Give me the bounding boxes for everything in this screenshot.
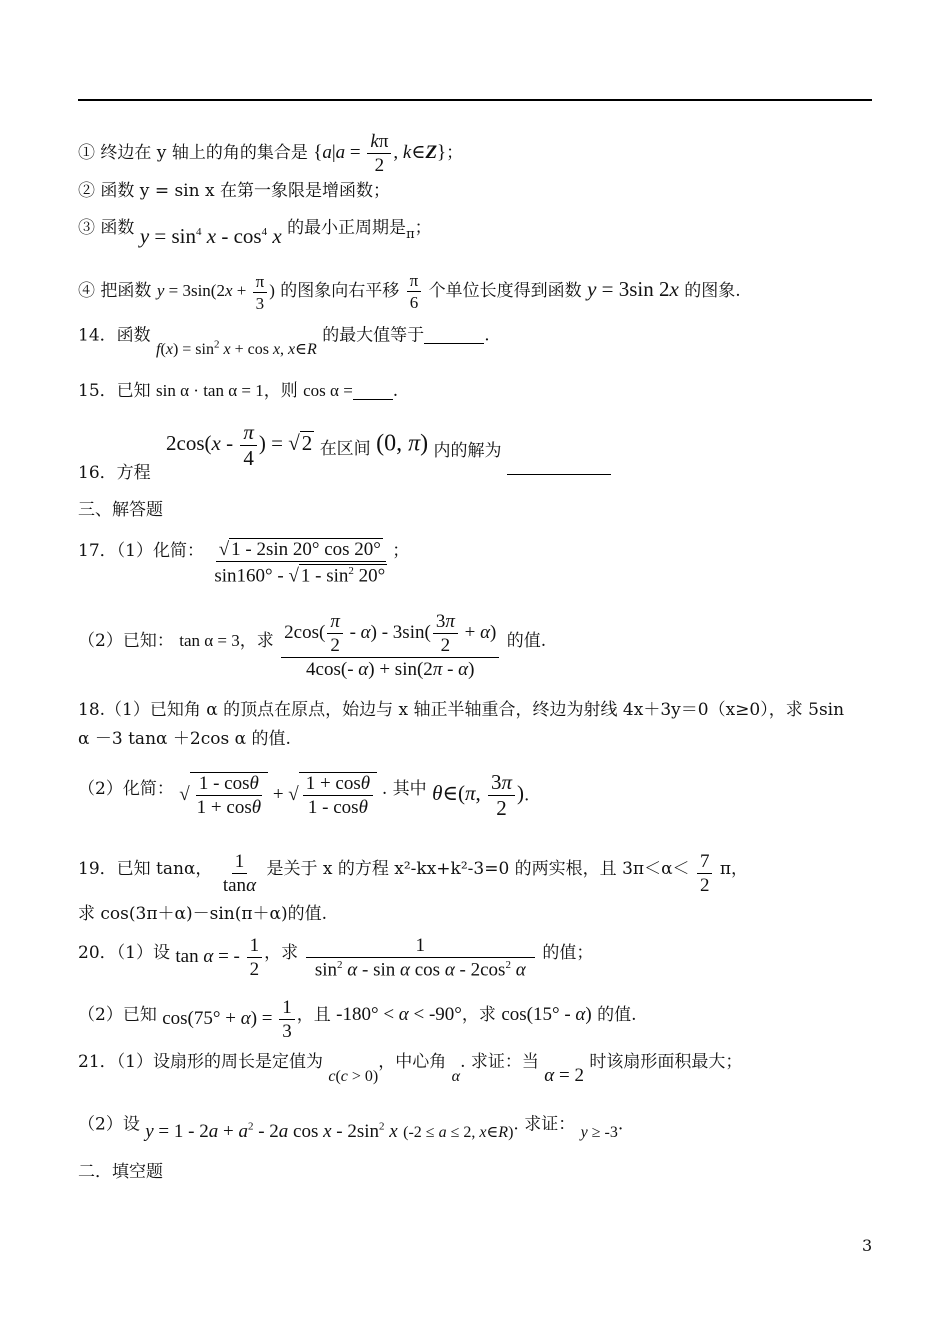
answer-blank[interactable]	[424, 343, 484, 344]
statement-4: ④ 把函数 y = 3sin(2x + $\frac{\pi}{3}$ ) 的图象向右平移 $\frac{\pi}{6}$ 个单位长度得到函数 y = 3sin 2x 的图象.	[78, 271, 741, 313]
math-simplify-fraction: $\frac{√ 1 - 2\sin 20^\circ \cos 20^\circ}{\sin 160^\circ - √ 1 - \sin^2 20^\circ}$	[214, 539, 386, 587]
statement-1: ① 终边在 y 轴上的角的集合是 {a|a = $\frac{k\pi}{2}$ , k∈Z}；	[78, 131, 464, 176]
math-equation: 2cos(x - $\frac{\pi}{4}$ ) = √2	[166, 420, 313, 470]
math-cos-given: cos(75° + α) = $\frac{1}{3}$	[162, 1008, 297, 1029]
statement-3: ③ 函数 $y = \sin^4 x - \cos^4 x$ 的最小正周期是$_\pi$；	[78, 218, 432, 248]
math-pi-over-six: $\frac{\pi}{6}$	[407, 272, 422, 311]
math-seven-halves: $\frac{7}{2}$	[697, 852, 713, 895]
math-shift-function: y = 3sin(2x + $\frac{\pi}{3}$ )	[156, 271, 275, 313]
answer-blank[interactable]	[507, 474, 611, 475]
question-16: 16．方程 2cos(x - $\frac{\pi}{4}$ ) = √2 在区间 (0, π) 内的解为	[78, 422, 611, 469]
math-theta-interval: θ∈(π, $\frac{3\pi}{2}$ )	[432, 770, 525, 820]
question-17-part-2: （2）已知： tan α = 3，求 2cos( $\frac{\pi}{2}$ - α) - 3sin( $\frac{3\pi}{2}$ + α) 4cos(- α) + sin(2π - α) 的值.	[78, 611, 547, 680]
math-power-expression: $y = \sin^4 x - \cos^4 x$	[139, 224, 282, 248]
question-20-part-2: （2）已知 cos(75° + α) = $\frac{1}{3}$ ，且 -180° < α < -90°，求 cos(15° - α) 的值.	[78, 997, 637, 1042]
question-17-part-1: 17．（1）化简： $\frac{√ 1 - 2\sin 20^\circ \cos 20^\circ}{\sin 160^\circ - √ 1 - \sin^2 20^\circ}$ ；	[78, 539, 410, 587]
math-tan-value: tan α = - $\frac{1}{2}$	[175, 946, 264, 967]
section-heading-3: 三、解答题	[78, 500, 163, 520]
question-18-part-1: 18.（1）已知角 α 的顶点在原点，始边与 x 轴正半轴重合，终边为射线 4x＋3y＝0（x≥0），求 5sin	[78, 700, 845, 720]
page-number: 3	[862, 1236, 873, 1255]
question-21-part-2: （2）设 $y = 1 - 2a + a^2 - 2a$ cos x - $2\sin^2$ x (-2 ≤ a ≤ 2, x∈R). 求证： y ≥ -3.	[78, 1114, 624, 1143]
question-19-cont: 求 cos(3π＋α)－sin(π＋α)的值.	[78, 904, 328, 924]
math-y-definition: $y = 1 - 2a + a^2 - 2a$ cos x - $2\sin^2$ x	[145, 1121, 398, 1143]
math-perimeter: c(c > 0)	[328, 1068, 379, 1085]
math-alpha-range: -180° < α < -90°	[336, 1003, 462, 1025]
question-21-part-1: 21．（1）设扇形的周长是定值为 c(c > 0)，中心角 α. 求证：当 α = 2 时该扇形面积最大；	[78, 1052, 743, 1086]
math-alpha-two: α = 2	[544, 1065, 584, 1086]
question-19: 19．已知 tanα， $\frac{1}{\tan\alpha}$ 是关于 x 的方程 x²-kx+k²-3=0 的两实根，且 3π＜α＜ $\frac{7}{2}$ π，	[78, 851, 749, 896]
math-cos-target: cos(15° - α)	[501, 1003, 592, 1025]
math-reciprocal-tan: $\frac{1}{\tan\alpha}$	[222, 851, 257, 896]
math-sin-tan: sin α · tan α = 1	[156, 381, 264, 400]
question-18-part-1-cont: α －3 tanα ＋2cos α 的值.	[78, 729, 291, 749]
section-heading-2: 二．填空题	[78, 1162, 163, 1182]
statement-2: ② 函数 y = sin x 在第一象限是增函数；	[78, 181, 390, 201]
math-target-function: y = 3sin 2x	[587, 277, 679, 301]
math-trig-fraction: $\frac{1}{\sin^2 \alpha - \sin \alpha \cos \alpha - 2\cos^2 \alpha}$	[306, 936, 536, 979]
math-inequality: y ≥ -3	[580, 1124, 618, 1142]
math-domain: (-2 ≤ a ≤ 2, x∈R)	[403, 1124, 514, 1142]
question-14: 14．函数 $f(x) = \sin^2 x + \cos x$, x∈R 的最大值等于 .	[78, 325, 490, 359]
header-rule	[78, 99, 872, 101]
math-f-of-x: $f(x) = \sin^2 x + \cos x$, x∈R	[156, 339, 317, 359]
answer-blank[interactable]	[353, 399, 393, 400]
math-sqrt-sum: √ $\frac{1 - \cos\theta}{1 + \cos\theta}$ + √ $\frac{1 + \cos\theta}{1 - \cos\theta}$	[179, 784, 382, 805]
math-ratio-expression: 2cos( $\frac{\pi}{2}$ - α) - 3sin( $\frac{3\pi}{2}$ + α) 4cos(- α) + sin(2π - α)	[281, 612, 499, 679]
question-20-part-1: 20．（1）设 tan α = - $\frac{1}{2}$ ，求 $\frac{1}{\sin^2 \alpha - \sin \alpha \cos \alpha - 2\cos^2 \alpha}$ 的值；	[78, 935, 594, 981]
math-interval: (0, π)	[376, 430, 429, 457]
question-18-part-2: （2）化简： √ $\frac{1 - \cos\theta}{1 + \cos\theta}$ + √ $\frac{1 + \cos\theta}{1 - \cos\theta}$ . 其中 θ∈(π, $\frac{3\pi}{2}$ ).	[78, 770, 530, 820]
question-15: 15．已知 sin α · tan α = 1，则 cos α = .	[78, 381, 399, 401]
math-set-expression: {a|a = $\frac{k\pi}{2}$ , k∈Z}	[313, 131, 447, 176]
